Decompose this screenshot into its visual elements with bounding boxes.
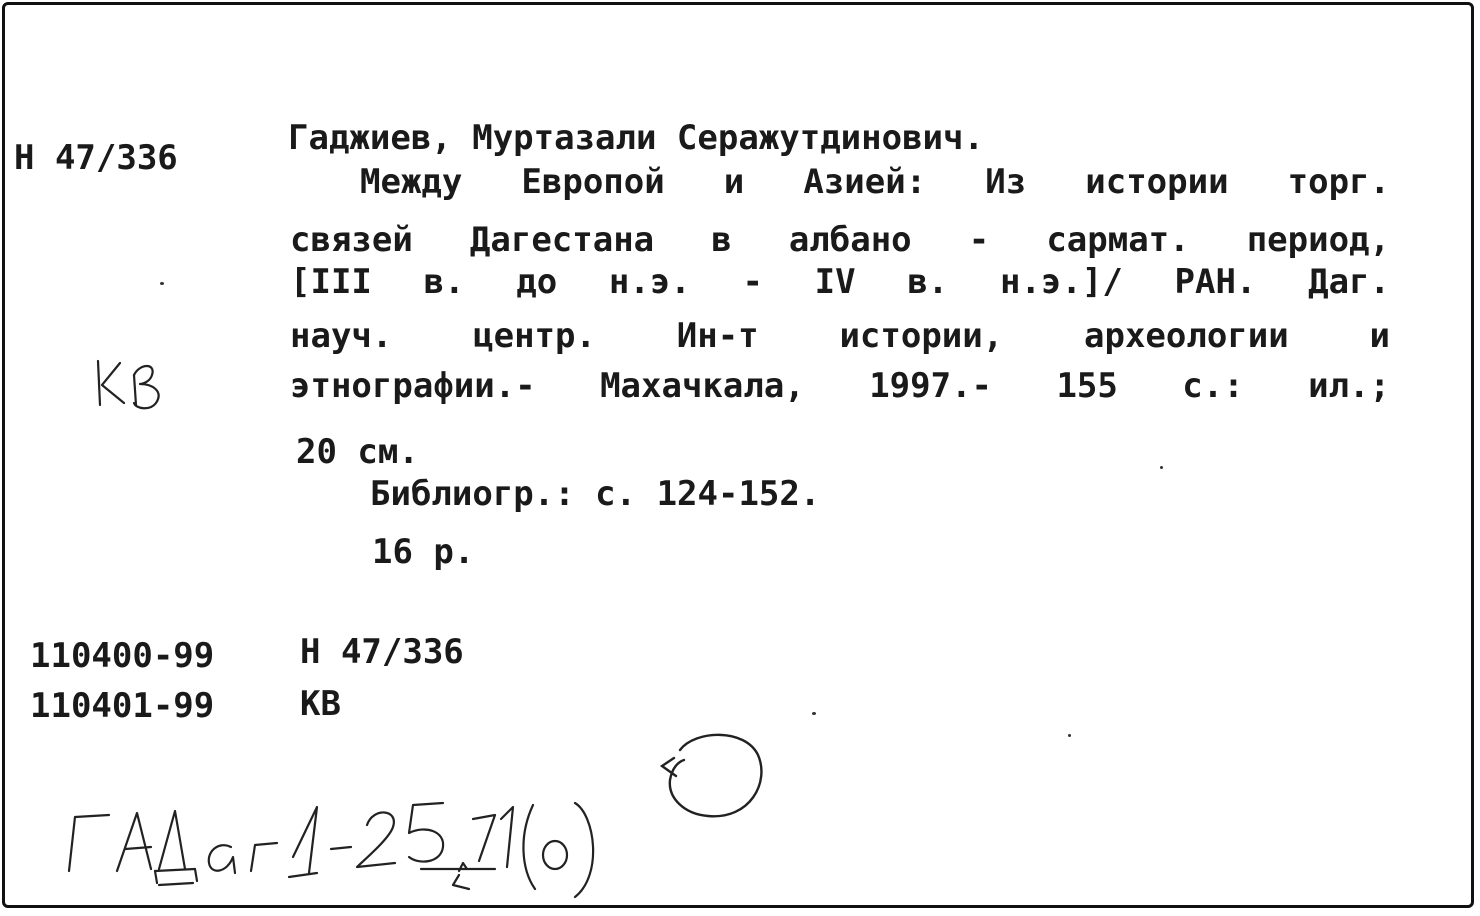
speck [1160, 466, 1163, 469]
description-line-4: науч. центр. Ин-т истории, археологии и [290, 316, 1390, 356]
description-line-3: [III в. до н.э. - IV в. н.э.]/ РАН. Даг. [290, 262, 1390, 302]
description-line-2: связей Дагестана в албано - сармат. период, [290, 220, 1390, 260]
shelf-mark: Н 47/336 [14, 138, 178, 178]
handwritten-location-code [55, 785, 675, 905]
inventory-location-1: Н 47/336 [300, 632, 464, 672]
author-heading: Гаджиев, Муртазали Серажутдинович. [288, 118, 984, 158]
inventory-number-2: 110401-99 [30, 686, 215, 726]
speck [160, 282, 164, 285]
inventory-location-2: КВ [300, 684, 341, 724]
handwritten-circle-mark [650, 720, 780, 830]
price: 16 р. [372, 532, 475, 572]
handwritten-kv-mark [90, 355, 180, 415]
inventory-number-1: 110400-99 [30, 636, 215, 676]
description-line-6: 20 см. [296, 432, 419, 472]
speck [812, 712, 816, 715]
bibliography-note: Библиогр.: с. 124-152. [370, 474, 821, 514]
description-line-1: Между Европой и Азией: Из истории торг. [360, 162, 1390, 202]
description-line-5: этнографии.- Махачкала, 1997.- 155 с.: ил.; [290, 366, 1390, 406]
speck [1068, 734, 1071, 737]
